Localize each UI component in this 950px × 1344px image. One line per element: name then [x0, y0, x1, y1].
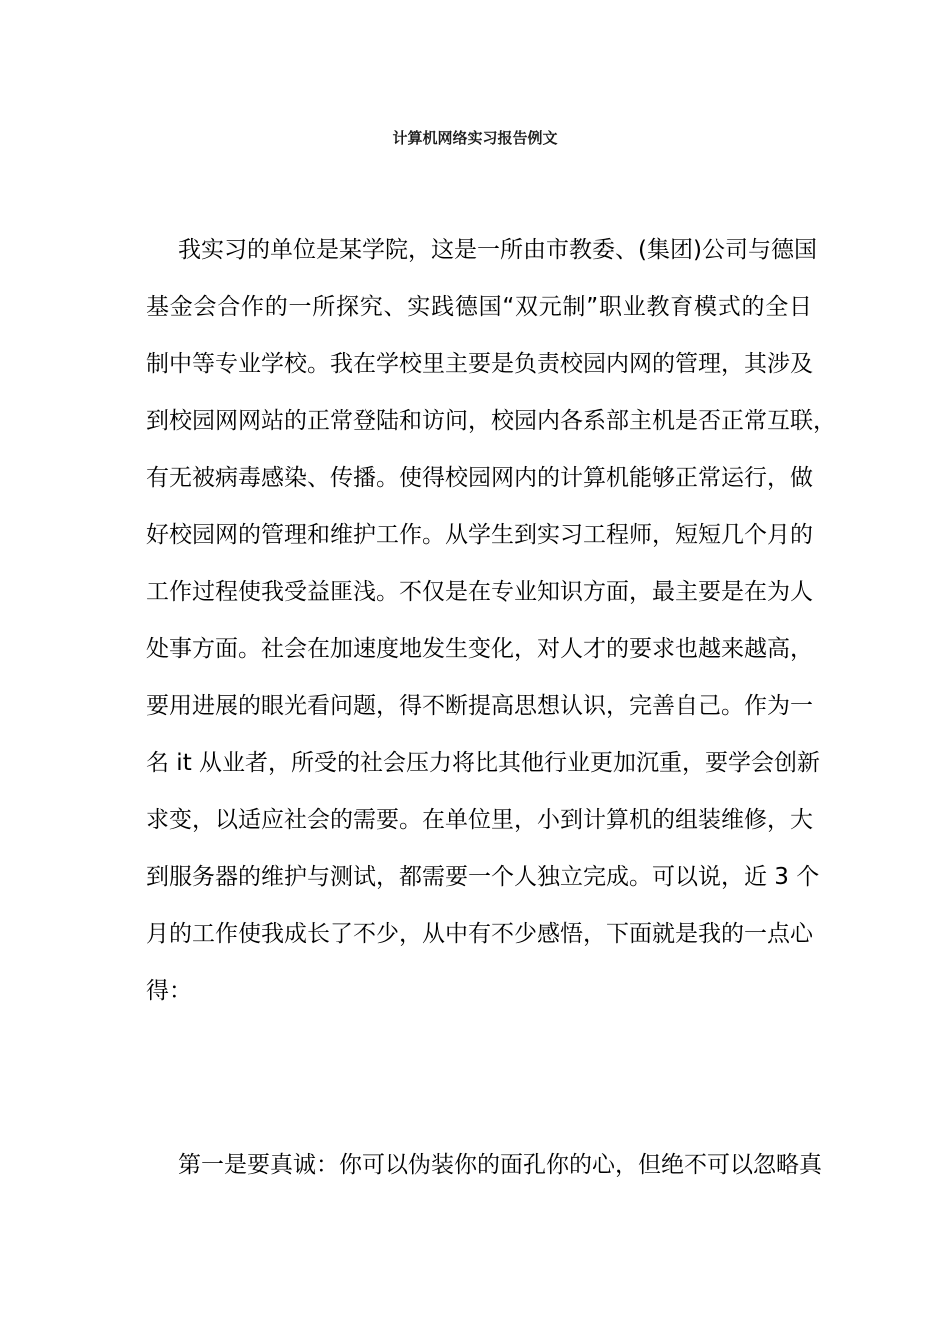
paragraph-line: 处事方面。社会在加速度地发生变化，对人才的要求也越来越高，: [146, 636, 813, 662]
paragraph-line: 第一是要真诚：你可以伪装你的面孔你的心，但绝不可以忽略真: [178, 1152, 822, 1178]
paragraph-line: 制中等专业学校。我在学校里主要是负责校园内网的管理，其涉及: [146, 351, 813, 377]
paragraph-line: 到校园网网站的正常登陆和访问，校园内各系部主机是否正常互联，: [146, 408, 836, 434]
paragraph-line: 求变，以适应社会的需要。在单位里，小到计算机的组装维修，大: [146, 807, 813, 833]
paragraph-line: 得：: [146, 978, 192, 1004]
paragraph-point-one: [146, 1137, 822, 1194]
paragraph-line: 我实习的单位是某学院，这是一所由市教委、(集团)公司与德国: [178, 237, 817, 263]
paragraph-line: 月的工作使我成长了不少，从中有不少感悟，下面就是我的一点心: [146, 921, 813, 947]
document-title: 计算机网络实习报告例文: [392, 129, 558, 147]
paragraph-line: 工作过程使我受益匪浅。不仅是在专业知识方面，最主要是在为人: [146, 579, 813, 605]
paragraph-line: 到服务器的维护与测试，都需要一个人独立完成。可以说，近 3 个: [146, 864, 820, 890]
paragraph-line: 名 it 从业者，所受的社会压力将比其他行业更加沉重，要学会创新: [146, 750, 821, 776]
paragraph-line: 有无被病毒感染、传播。使得校园网内的计算机能够正常运行，做: [146, 465, 813, 491]
paragraph-intro: [146, 222, 836, 1020]
paragraph-line: 基金会合作的一所探究、实践德国“双元制”职业教育模式的全日: [146, 294, 812, 320]
paragraph-line: 好校园网的管理和维护工作。从学生到实习工程师，短短几个月的: [146, 522, 813, 548]
paragraph-line: 要用进展的眼光看问题，得不断提高思想认识，完善自己。作为一: [146, 693, 813, 719]
